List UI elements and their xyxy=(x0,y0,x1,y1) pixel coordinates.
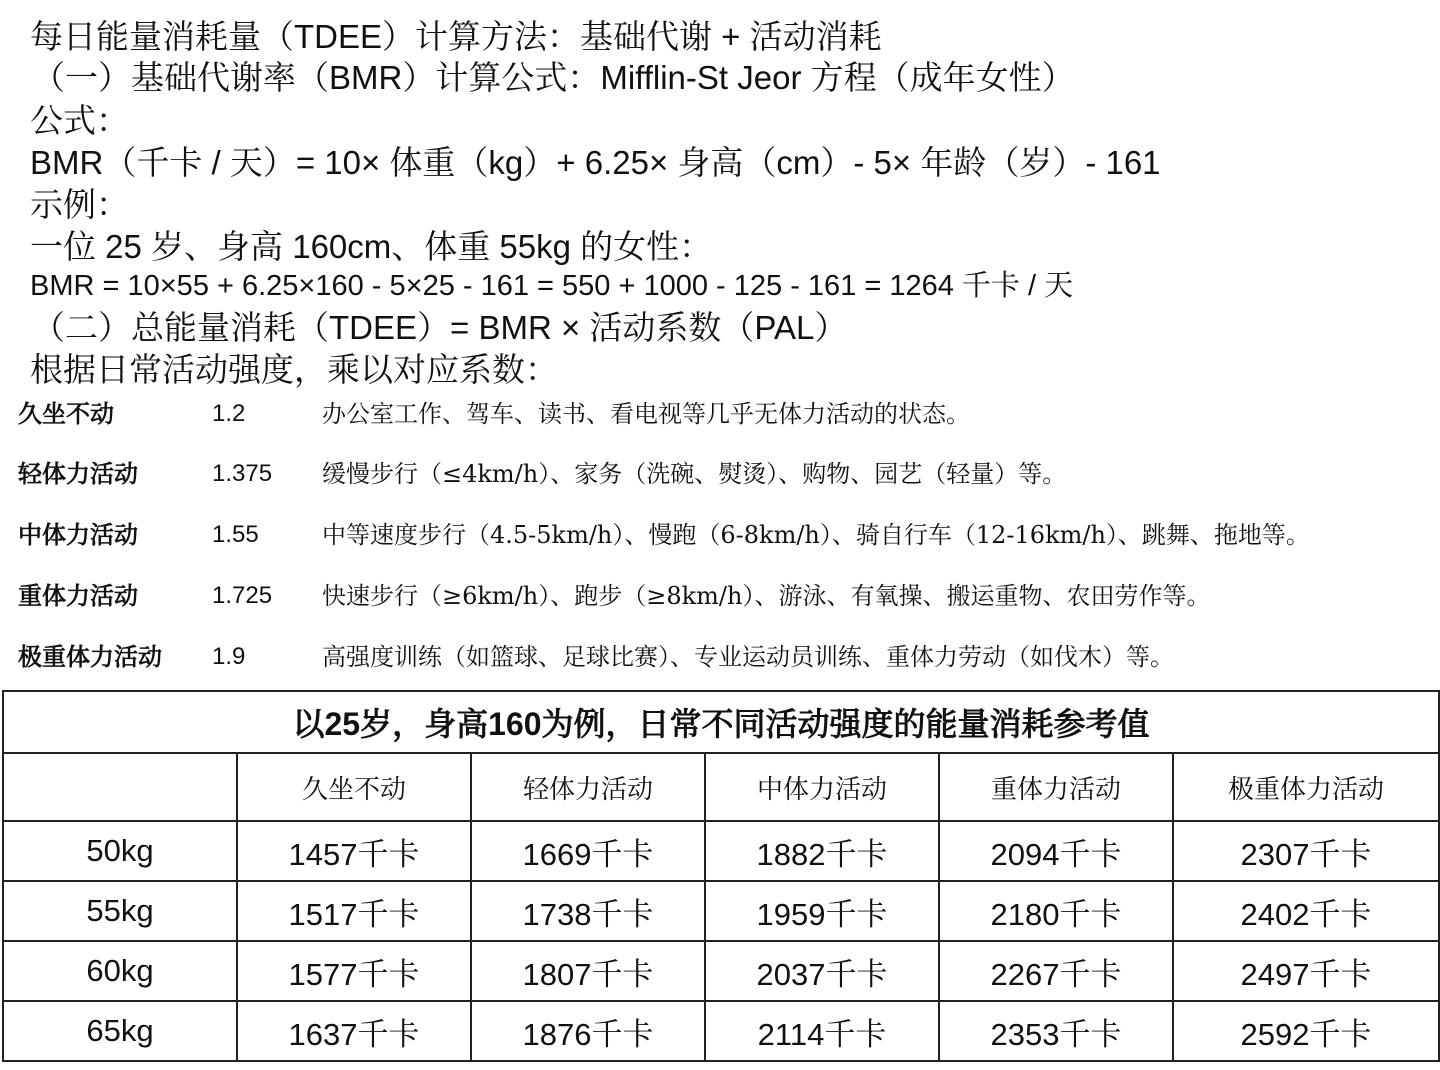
table-cell: 2180千卡 xyxy=(939,881,1173,941)
table-title-part: 为例，日常不同活动强度的能量消耗参考值 xyxy=(541,706,1150,742)
table-cell: 1669千卡 xyxy=(471,821,705,881)
activity-description: 缓慢步行（≤4km/h）、家务（洗碗、熨烫）、购物、园艺（轻量）等。 xyxy=(322,460,1067,488)
column-header: 轻体力活动 xyxy=(471,753,705,821)
table-cell: 2353千卡 xyxy=(939,1001,1173,1061)
activity-name: 久坐不动 xyxy=(18,399,114,428)
activity-pal: 1.375 xyxy=(212,460,273,487)
table-cell: 1959千卡 xyxy=(705,881,939,941)
table-cell: 1457千卡 xyxy=(237,821,471,881)
table-title-row xyxy=(3,691,1439,753)
activity-name: 轻体力活动 xyxy=(18,459,138,488)
table-cell: 2497千卡 xyxy=(1173,941,1439,1001)
section2-title: （二）总能量消耗（TDEE）= BMR × 活动系数（PAL） xyxy=(32,309,848,346)
activity-level-row xyxy=(0,576,1440,616)
table-cell: 2592千卡 xyxy=(1173,1001,1439,1061)
table-cell: 2114千卡 xyxy=(705,1001,939,1061)
activity-description: 办公室工作、驾车、读书、看电视等几乎无体力活动的状态。 xyxy=(322,400,970,428)
section2-intro: 根据日常活动强度，乘以对应系数： xyxy=(30,351,558,388)
row-weight: 50kg xyxy=(3,821,237,881)
column-header: 久坐不动 xyxy=(237,753,471,821)
table-title-age: 25 xyxy=(324,706,361,742)
bmr-formula: BMR（千卡 / 天）= 10× 体重（kg）+ 6.25× 身高（cm）- 5× 年龄（岁）- 161 xyxy=(30,144,1161,181)
activity-level-row xyxy=(0,637,1440,677)
activity-pal: 1.55 xyxy=(212,521,259,548)
activity-name: 极重体力活动 xyxy=(18,642,162,671)
column-header: 中体力活动 xyxy=(705,753,939,821)
table-title-part: 以 xyxy=(292,706,325,742)
table-cell: 1517千卡 xyxy=(237,881,471,941)
table-cell: 1807千卡 xyxy=(471,941,705,1001)
table-title-height: 160 xyxy=(488,706,542,742)
column-header: 极重体力活动 xyxy=(1173,753,1439,821)
table-row xyxy=(3,881,1439,941)
table-cell: 1738千卡 xyxy=(471,881,705,941)
activity-pal: 1.2 xyxy=(212,400,246,427)
activity-level-row xyxy=(0,515,1440,555)
row-weight: 65kg xyxy=(3,1001,237,1061)
activity-pal: 1.725 xyxy=(212,582,273,609)
table-header-row xyxy=(3,753,1439,821)
table-cell: 2094千卡 xyxy=(939,821,1173,881)
table-cell: 1577千卡 xyxy=(237,941,471,1001)
example-label: 示例： xyxy=(30,186,129,223)
table-cell: 2267千卡 xyxy=(939,941,1173,1001)
table-cell: 2307千卡 xyxy=(1173,821,1439,881)
section1-title: （一）基础代谢率（BMR）计算公式：Mifflin-St Jeor 方程（成年女性） xyxy=(32,59,1075,96)
example-calculation: BMR = 10×55 + 6.25×160 - 5×25 - 161 = 550 + 1000 - 125 - 161 = 1264 千卡 / 天 xyxy=(30,270,1074,302)
activity-level-row xyxy=(0,394,1440,434)
formula-label: 公式： xyxy=(30,102,129,139)
table-row xyxy=(3,941,1439,1001)
table-cell: 2402千卡 xyxy=(1173,881,1439,941)
activity-pal: 1.9 xyxy=(212,643,246,670)
page-title: 每日能量消耗量（TDEE）计算方法：基础代谢 + 活动消耗 xyxy=(30,18,882,55)
table-cell: 1876千卡 xyxy=(471,1001,705,1061)
row-weight: 60kg xyxy=(3,941,237,1001)
example-subject: 一位 25 岁、身高 160cm、体重 55kg 的女性： xyxy=(30,228,713,265)
table-corner-cell xyxy=(3,753,237,821)
energy-reference-table xyxy=(2,690,1440,1062)
table-row xyxy=(3,1001,1439,1061)
table-title xyxy=(3,691,1439,753)
table-title-part: 岁，身高 xyxy=(360,706,489,742)
activity-level-row xyxy=(0,454,1440,494)
activity-name: 中体力活动 xyxy=(18,520,138,549)
column-header: 重体力活动 xyxy=(939,753,1173,821)
row-weight: 55kg xyxy=(3,881,237,941)
activity-description: 快速步行（≥6km/h）、跑步（≥8km/h）、游泳、有氧操、搬运重物、农田劳作等。 xyxy=(322,582,1211,610)
table-cell: 1882千卡 xyxy=(705,821,939,881)
activity-description: 高强度训练（如篮球、足球比赛）、专业运动员训练、重体力劳动（如伐木）等。 xyxy=(322,643,1174,671)
activity-name: 重体力活动 xyxy=(18,581,138,610)
table-cell: 1637千卡 xyxy=(237,1001,471,1061)
table-row xyxy=(3,821,1439,881)
table-cell: 2037千卡 xyxy=(705,941,939,1001)
activity-description: 中等速度步行（4.5-5km/h）、慢跑（6-8km/h）、骑自行车（12-16km/h）、跳舞、拖地等。 xyxy=(322,521,1310,549)
